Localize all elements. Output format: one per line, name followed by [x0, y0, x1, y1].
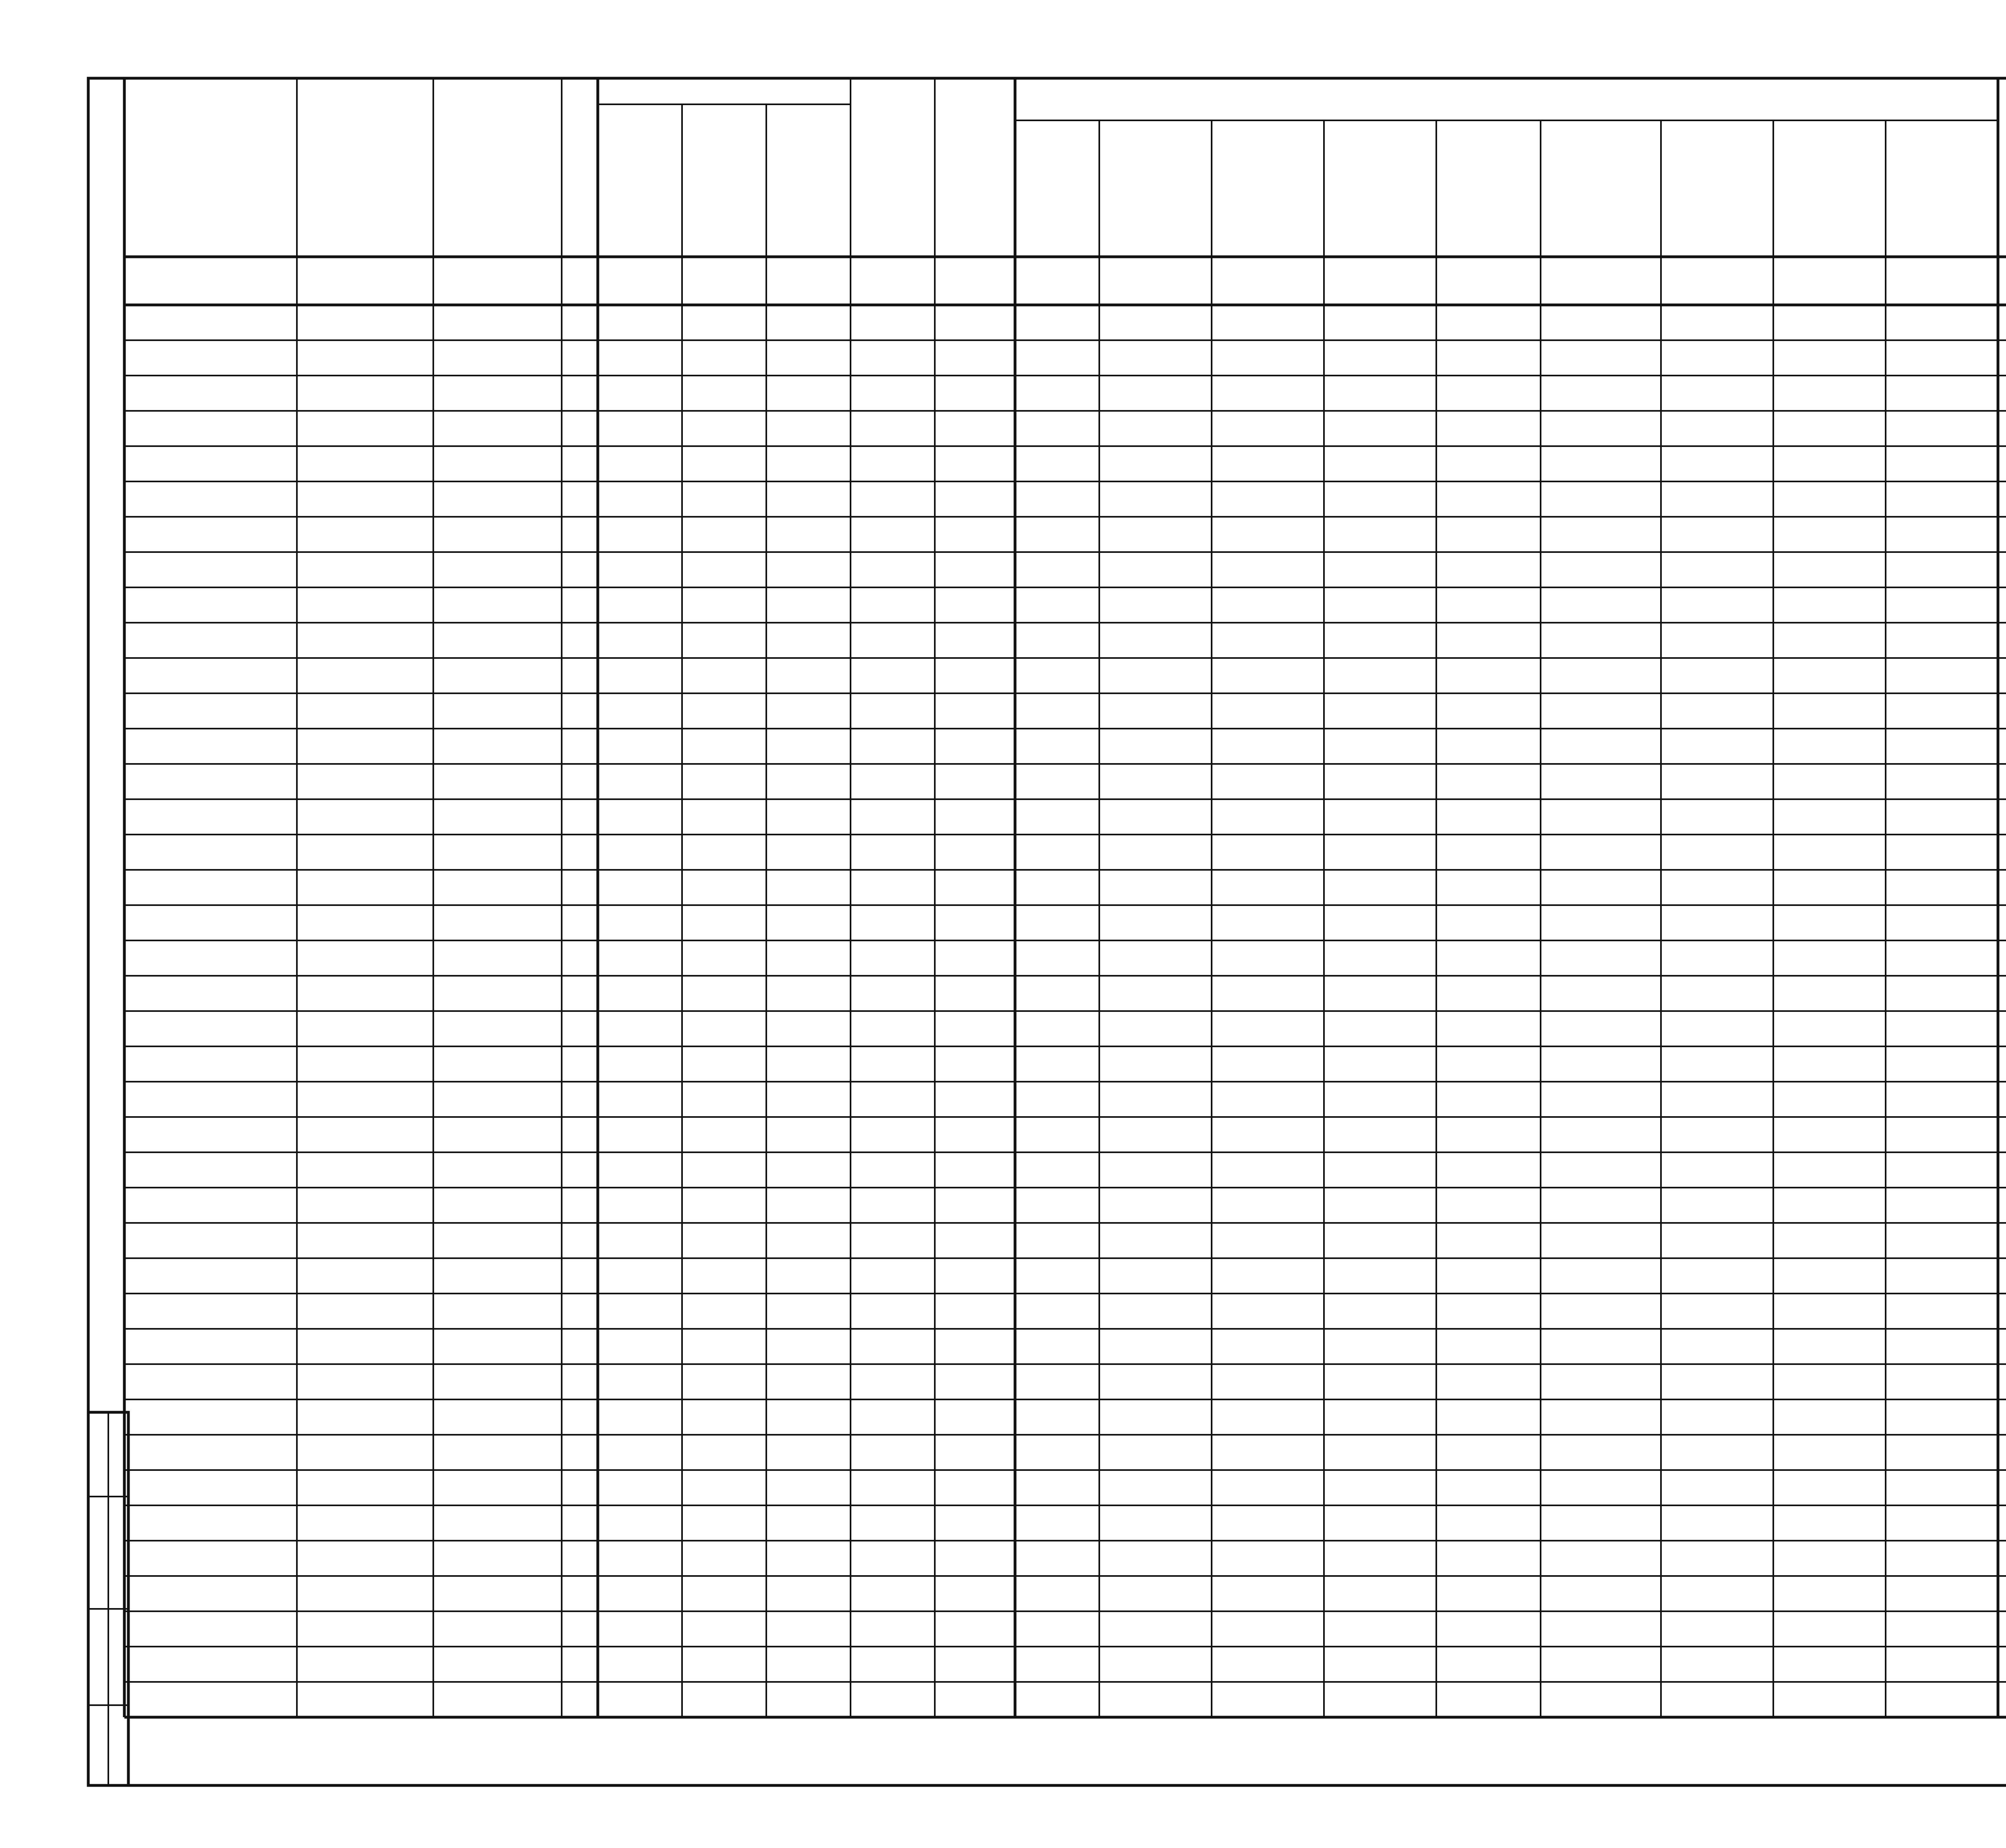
outer-frame: [88, 78, 2006, 1785]
table-grid: [88, 58, 2006, 1785]
